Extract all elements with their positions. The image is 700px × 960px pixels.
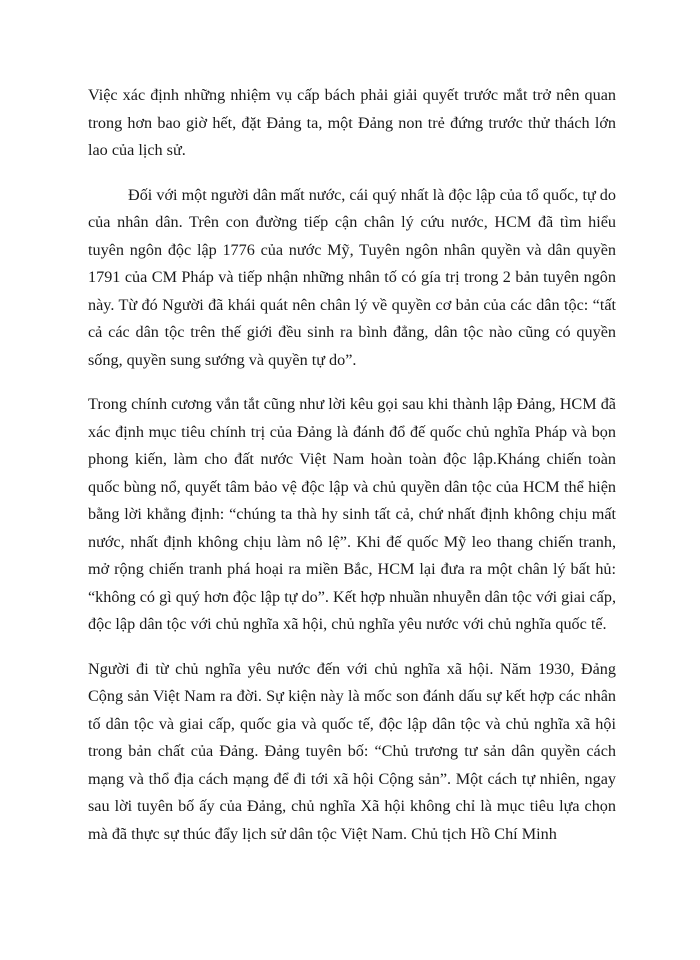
paragraph-2: Đối với một người dân mất nước, cái quý nhất là độc lập của tổ quốc, tự do của nhân dân. Trên con đường tiếp cận chân lý cứu nước, HCM đã tìm hiểu tuyên ngôn độc lập 1776 của nước Mỹ, Tuyên ngôn nhân quyền và dân quyền 1791 của CM Pháp và tiếp nhận những nhân tố có gía trị trong 2 bản tuyên ngôn này. Từ đó Người đã khái quát nên chân lý về quyền cơ bản của các dân tộc: “tất cả các dân tộc trên thế giới đều sinh ra bình đẳng, dân tộc nào cũng có quyền sống, quyền sung sướng và quyền tự do”. xyxy=(88,185,616,369)
paragraph-3: Trong chính cương vắn tắt cũng như lời kêu gọi sau khi thành lập Đảng, HCM đã xác định mục tiêu chính trị của Đảng là đánh đổ đế quốc chủ nghĩa Pháp và bọn phong kiến, làm cho đất nước Việt Nam hoàn toàn độc lập.Kháng chiến toàn quốc bùng nổ, quyết tâm bảo vệ độc lập và chủ quyền dân tộc của HCM thể hiện bằng lời khẳng định: “chúng ta thà hy sinh tất cả, chứ nhất định không chịu mất nước, nhất định không chịu làm nô lệ”. Khi đế quốc Mỹ leo thang chiến tranh, mở rộng chiến tranh phá hoại ra miền Bắc, HCM lại đưa ra một chân lý bất hủ: “không có gì quý hơn độc lập tự do”. Kết hợp nhuần nhuyễn dân tộc với giai cấp, độc lập dân tộc với chủ nghĩa xã hội, chủ nghĩa yêu nước với chủ nghĩa quốc tế. xyxy=(88,395,616,633)
document-body xyxy=(88,82,616,865)
paragraph-1: Việc xác định những nhiệm vụ cấp bách phải giải quyết trước mắt trở nên quan trong hơn bao giờ hết, đặt Đảng ta, một Đảng non trẻ đứng trước thử thách lớn lao của lịch sử. xyxy=(88,86,616,159)
paragraph-4: Người đi từ chủ nghĩa yêu nước đến với chủ nghĩa xã hội. Năm 1930, Đảng Cộng sản Việt Nam ra đời. Sự kiện này là mốc son đánh dấu sự kết hợp các nhân tố dân tộc và giai cấp, quốc gia và quốc tế, độc lập dân tộc và chủ nghĩa xã hội trong bản chất của Đảng. Đảng tuyên bố: “Chủ trương tư sản dân quyền cách mạng và thổ địa cách mạng để đi tới xã hội Cộng sản”. Một cách tự nhiên, ngay sau lời tuyên bố ấy của Đảng, chủ nghĩa Xã hội không chỉ là mục tiêu lựa chọn mà đã thực sự thúc đẩy lịch sử dân tộc Việt Nam. Chủ tịch Hồ Chí Minh xyxy=(88,659,616,843)
